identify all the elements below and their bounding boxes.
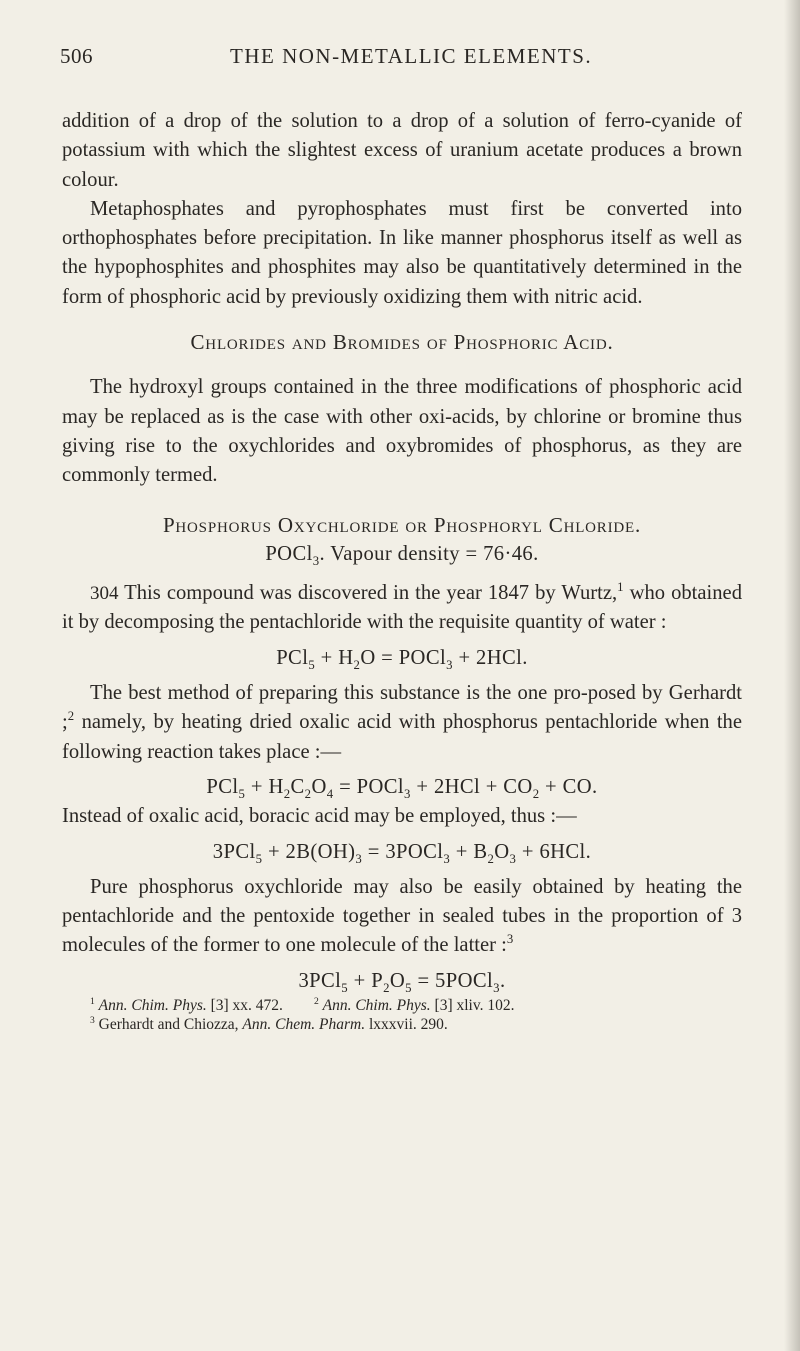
page-header — [60, 44, 740, 74]
footnote-ref-3: 3 — [506, 932, 514, 947]
section-heading-oxychloride: Phosphorus Oxychloride or Phosphoryl Chloride. — [162, 512, 642, 537]
heading-formula: POCl$_3$. Vapour density = 76·46. — [265, 542, 539, 568]
equation-2: $PCl_5 + H_2C_2O_4$ = POCl$_3$ + $2HCl + CO_2$ + CO. — [206, 775, 598, 802]
footnotes-line-2: $^3$ Gerhardt and Chiozza, Ann. Chem. Pharm. lxxxvii. 290. — [90, 1014, 448, 1034]
paragraph-4: 304 This compound was discovered in the year 1847 by Wurtz,$^1$ who obtained it by decomposing the pentachloride with the requisite quantity of water : — [62, 580, 742, 634]
section-number: 304 — [90, 583, 119, 605]
paragraph-5: The best method of preparing this substance is the one pro-posed by Gerhardt ;$^2$ namely, by heating dried oxalic acid with phosphorus pentachloride when the following reaction takes place :— — [62, 682, 742, 763]
footnote-ref-1: 1 — [617, 580, 624, 595]
paragraph-1: addition of a drop of the solution to a drop of a solution of ferro-cyanide of potassium with which the slightest excess of uranium acetate produces a brown colour. — [62, 110, 742, 191]
equation-3: $3PCl_5 + 2B(OH)_3$ = 3POCl$_3$ + $B_2O_3 + 6HCl$. — [212, 840, 592, 866]
paragraph-7: Pure phosphorus oxychloride may also be easily obtained by heating the pentachloride and the pentoxide together in sealed tubes in the proportion of 3 molecules of the former to one molecule of the latter :$^3$ — [62, 875, 742, 957]
paragraph-2: Metaphosphates and pyrophosphates must first be converted into orthophosphates before precipitation. In like manner phosphorus itself as well as the hypophosphites and phosphites may also be quantitatively determined in the form of phosphoric acid by previously oxidizing them with nitric acid. — [62, 197, 742, 308]
paragraph-3: The hydroxyl groups contained in the three modifications of phosphoric acid may be replaced as is the case with other oxi-acids, by chlorine or bromine thus giving rise to the oxychlorides and oxybromides of phosphorus, as they are commonly termed. — [62, 376, 742, 487]
page-number: 506 — [60, 44, 93, 68]
footnote-ref-2: 2 — [67, 709, 75, 724]
footnotes-line-1: $^1$ Ann. Chim. Phys. [3] xx. 472. $^2$ Ann. Chim. Phys. [3] xliv. 102. — [90, 995, 515, 1015]
equation-1: $PCl_5 + H_2O$ = POCl$_3$ + 2HCl. — [276, 646, 528, 672]
section-heading-chlorides: Chlorides and Bromides of Phosphoric Acid. — [190, 330, 614, 355]
page-body — [62, 107, 742, 1034]
paragraph-6: Instead of oxalic acid, boracic acid may be employed, thus :— — [62, 805, 577, 828]
page-edge-shadow — [784, 0, 800, 1351]
equation-4: $3PCl_5 + P_2O_5$ = 5POCl$_3$. — [298, 969, 506, 995]
running-title: THE NON-METALLIC ELEMENTS. — [230, 44, 593, 68]
